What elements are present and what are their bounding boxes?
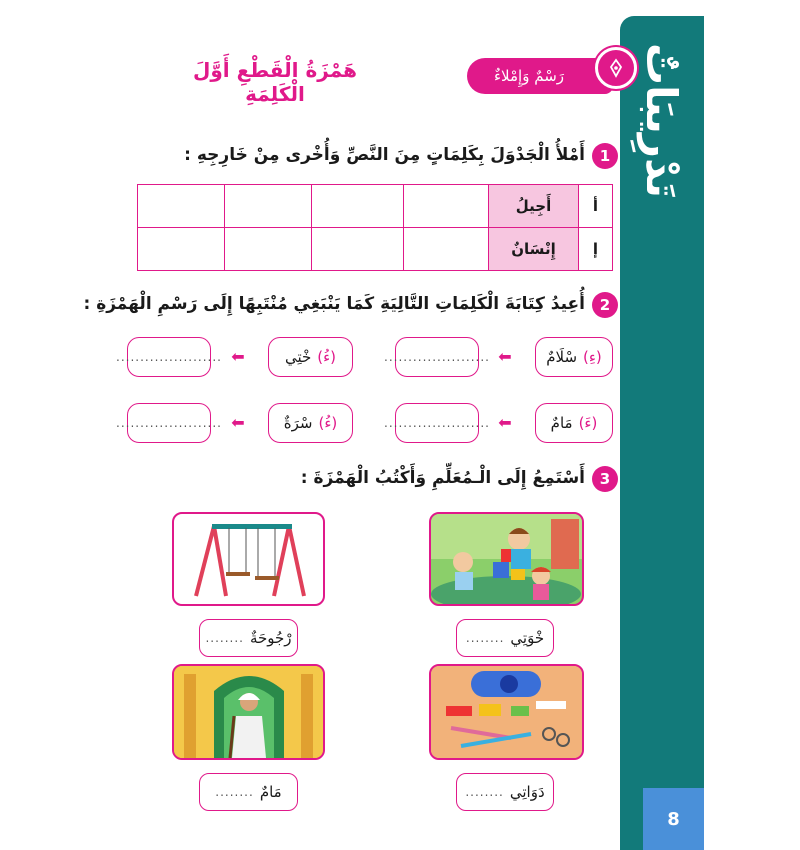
side-title: تَدْرِيبَاتٌ	[637, 42, 687, 198]
answer-box[interactable]: دَوَاتِي ........	[456, 773, 554, 811]
question-2-instruction: أُعِيدُ كِتَابَةَ الْكَلِمَاتِ التَّالِيَةِ كَمَا يَنْبَغِي مُنْتَبِهًا إِلَى رَسْمِ الْهَمْزَةِ :	[83, 294, 585, 314]
answer-box[interactable]: ......................	[395, 403, 479, 443]
table-example-word: أَجِيلُ	[489, 185, 579, 228]
arrow-left-icon: ⬅	[231, 413, 245, 432]
word-text: خْوَتِي	[510, 629, 545, 647]
table-blank-cell[interactable]	[312, 185, 404, 228]
page-number: 8	[643, 788, 704, 850]
table-blank-cell[interactable]	[225, 185, 312, 228]
hamza-hint: (ءِ)	[583, 348, 602, 366]
school-tools-picture	[429, 664, 584, 760]
word-card	[535, 403, 613, 443]
answer-box[interactable]: مَامٌ ........	[199, 773, 298, 811]
table-blank-cell[interactable]	[138, 185, 225, 228]
word-card	[535, 337, 613, 377]
question-number-2: 2	[592, 292, 618, 318]
word-text: مَامٌ	[550, 414, 573, 432]
answer-box[interactable]: رْجُوحَةٌ ........	[199, 619, 298, 657]
word-text: سْلَامٌ	[546, 348, 578, 366]
table-row	[138, 228, 613, 271]
question-3-instruction: أَسْتَمِعُ إِلَى الْـمُعَلِّمِ وَأَكْتُبُ الْهَمْزَةَ :	[300, 468, 585, 488]
swing-picture	[172, 512, 325, 606]
word-text: سْرَةٌ	[283, 414, 313, 432]
arrow-left-icon: ⬅	[498, 413, 512, 432]
kids-playing-picture	[429, 512, 584, 606]
arrow-left-icon: ⬅	[498, 347, 512, 366]
hamza-hint: (ءَ)	[578, 414, 598, 432]
word-text: مَامٌ	[259, 783, 282, 801]
question-number-3: 3	[592, 466, 618, 492]
imam-picture	[172, 664, 325, 760]
hamza-hint: (ءُ)	[318, 414, 338, 432]
question-1-instruction: أَمْلأُ الْجَدْوَلَ بِكَلِمَاتٍ مِنَ النَّصِّ وَأُخْرى مِنْ خَارِجِهِ :	[184, 145, 585, 165]
pen-icon	[595, 47, 637, 89]
arrow-left-icon: ⬅	[231, 347, 245, 366]
table-letter: إ	[579, 228, 613, 271]
table-row	[138, 185, 613, 228]
lesson-badge: رَسْمٌ وَإِمْلاءٌ	[467, 58, 613, 94]
table-letter: أ	[579, 185, 613, 228]
answer-box[interactable]: ......................	[127, 403, 211, 443]
word-text: دَوَاتِي	[509, 783, 545, 801]
page-title: هَمْزَةُ الْقَطْعِ أَوَّلَ الْكَلِمَةِ	[193, 58, 357, 106]
question-number-1: 1	[592, 143, 618, 169]
answer-box[interactable]: خْوَتِي ........	[456, 619, 554, 657]
table-example-word: إِنْسَانٌ	[489, 228, 579, 271]
table-blank-cell[interactable]	[225, 228, 312, 271]
table-blank-cell[interactable]	[138, 228, 225, 271]
table-blank-cell[interactable]	[404, 185, 489, 228]
hamza-hint: (ءُ)	[317, 348, 337, 366]
letters-table	[137, 184, 613, 271]
word-text: رْجُوحَةٌ	[249, 629, 292, 647]
table-blank-cell[interactable]	[404, 228, 489, 271]
table-blank-cell[interactable]	[312, 228, 404, 271]
word-text: خْتِي	[284, 348, 312, 366]
answer-box[interactable]: ......................	[395, 337, 479, 377]
word-card	[268, 403, 353, 443]
word-card	[268, 337, 353, 377]
answer-box[interactable]: ......................	[127, 337, 211, 377]
